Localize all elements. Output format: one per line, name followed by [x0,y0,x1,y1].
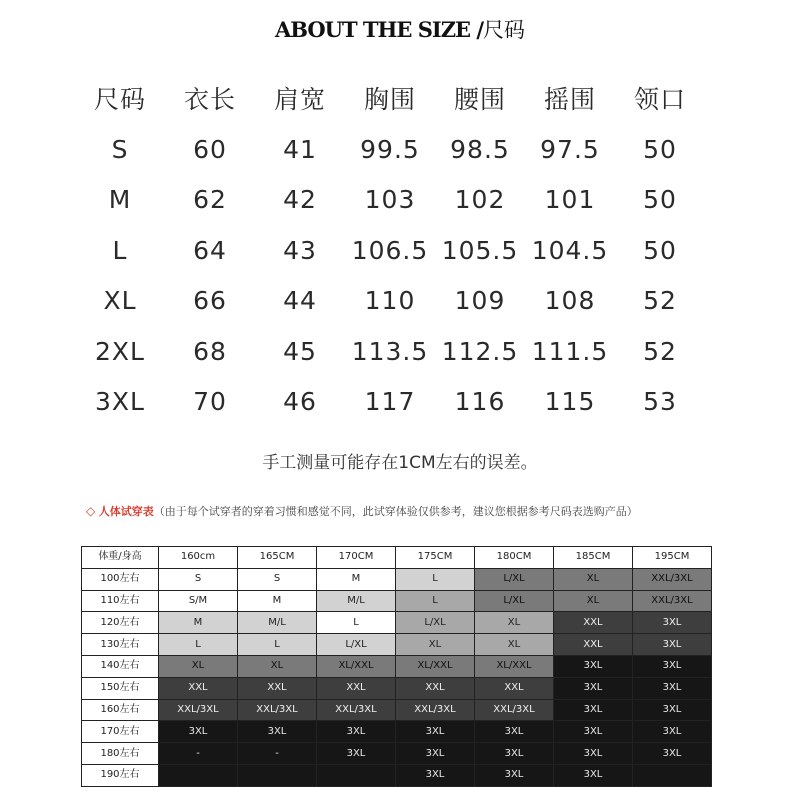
collar-cell: 53 [643,387,677,417]
shoulder-cell: 43 [283,235,317,265]
header-size: 尺码 [93,85,146,114]
fitting-cell: XXL [396,677,475,699]
table-row [75,377,705,428]
table-row [75,124,705,175]
fitting-cell: L/XL [317,634,396,656]
length-cell: 66 [193,286,227,316]
weight-label: 130左右 [82,634,159,656]
fitting-cell: S/M [159,590,238,612]
fitting-cell: XXL [554,634,633,656]
title-en: ABOUT THE SIZE [274,17,471,42]
fitting-table [81,546,712,787]
header-collar: 领口 [633,85,686,114]
fitting-cell: 3XL [554,743,633,765]
fitting-cell: XXL [238,677,317,699]
fitting-cell: 3XL [633,743,712,765]
table-row [75,276,705,327]
fitting-cell: XL [238,655,317,677]
length-cell: 68 [193,336,227,366]
fitting-header-row [82,547,712,569]
fitting-cell: 3XL [396,721,475,743]
fitting-row [82,634,712,656]
header-shoulder: 肩宽 [273,85,326,114]
table-row [75,326,705,377]
waist-cell: 112.5 [441,336,519,366]
height-header: 160cm [159,547,238,569]
fitting-cell: 3XL [317,743,396,765]
fitting-cell: XL [554,568,633,590]
fitting-cell [317,764,396,786]
fitting-cell: S [238,568,317,590]
fitting-cell: XXL/3XL [159,699,238,721]
fitting-cell: L [238,634,317,656]
size-cell: XL [103,286,137,316]
fitting-cell: XL/XXL [475,655,554,677]
fitting-row [82,699,712,721]
weight-label: 100左右 [82,568,159,590]
trial-description: （由于每个试穿者的穿着习惯和感觉不同，此试穿体验仅供参考，建议您根据参考尺码表选购产品） [153,505,638,518]
weight-label: 170左右 [82,721,159,743]
chest-cell: 117 [364,387,416,417]
fitting-cell: XXL/3XL [317,699,396,721]
height-header: 175CM [396,547,475,569]
fitting-cell: XL [554,590,633,612]
fitting-cell: 3XL [554,721,633,743]
length-cell: 70 [193,387,227,417]
waist-cell: 98.5 [450,134,510,164]
fitting-cell: M [238,590,317,612]
title-cn: 尺码 [483,18,526,42]
fitting-row [82,655,712,677]
fitting-cell [238,764,317,786]
collar-cell: 52 [643,286,677,316]
fitting-cell: L [396,568,475,590]
header-hem: 摇围 [543,85,596,114]
table-row [75,225,705,276]
size-cell: L [112,235,128,265]
fitting-cell: XL [475,634,554,656]
size-table [75,72,705,427]
fitting-row [82,721,712,743]
fitting-cell: XXL [317,677,396,699]
fitting-cell: XXL/3XL [396,699,475,721]
fitting-cell: 3XL [554,764,633,786]
fitting-cell: L/XL [475,590,554,612]
hem-cell: 108 [544,286,596,316]
fitting-cell: L [159,634,238,656]
collar-cell: 50 [643,185,677,215]
trial-title: 人体试穿表 [98,505,154,518]
fitting-cell: M [317,568,396,590]
fitting-row [82,743,712,765]
size-cell: M [108,185,132,215]
size-cell: 2XL [95,336,145,366]
waist-cell: 105.5 [441,235,519,265]
fitting-cell: L [396,590,475,612]
fitting-cell: 3XL [238,721,317,743]
fitting-cell: 3XL [633,699,712,721]
corner-cell: 体重/身高 [82,547,159,569]
height-header: 180CM [475,547,554,569]
fitting-cell: XXL [554,612,633,634]
fitting-cell: - [159,743,238,765]
fitting-cell: 3XL [633,612,712,634]
length-cell: 62 [193,185,227,215]
shoulder-cell: 42 [283,185,317,215]
fitting-cell: S [159,568,238,590]
hem-cell: 111.5 [531,336,609,366]
title-separator: / [476,17,484,42]
fitting-cell: L [317,612,396,634]
chest-cell: 99.5 [360,134,420,164]
fitting-cell: 3XL [475,743,554,765]
shoulder-cell: 46 [283,387,317,417]
height-header: 195CM [633,547,712,569]
fitting-cell: 3XL [475,721,554,743]
weight-label: 110左右 [82,590,159,612]
fitting-row [82,677,712,699]
fitting-cell: XXL/3XL [238,699,317,721]
weight-label: 120左右 [82,612,159,634]
fitting-cell: 3XL [317,721,396,743]
header-length: 衣长 [183,85,236,114]
waist-cell: 109 [454,286,506,316]
fitting-cell: M [159,612,238,634]
fitting-cell: XL/XXL [317,655,396,677]
weight-label: 190左右 [82,764,159,786]
fitting-cell: XL [475,612,554,634]
chest-cell: 113.5 [351,336,429,366]
fitting-cell: L/XL [396,612,475,634]
length-cell: 64 [193,235,227,265]
weight-label: 160左右 [82,699,159,721]
fitting-cell: 3XL [159,721,238,743]
fitting-cell: 3XL [554,677,633,699]
fitting-cell: 3XL [633,634,712,656]
diamond-icon: ◇ [86,504,96,518]
waist-cell: 102 [454,185,506,215]
size-cell: S [111,134,129,164]
fitting-cell: XXL [159,677,238,699]
fitting-cell: 3XL [633,655,712,677]
fitting-cell [159,764,238,786]
fitting-row [82,590,712,612]
fitting-cell: M/L [238,612,317,634]
page-title [0,14,800,44]
trial-header [86,503,638,519]
fitting-cell: XXL/3XL [633,590,712,612]
fitting-cell: 3XL [396,764,475,786]
fitting-cell: XL/XXL [396,655,475,677]
collar-cell: 52 [643,336,677,366]
waist-cell: 116 [454,387,506,417]
fitting-cell: XL [159,655,238,677]
shoulder-cell: 41 [283,134,317,164]
measurement-note: 手工测量可能存在1CM左右的误差。 [262,453,538,473]
fitting-cell: 3XL [554,699,633,721]
height-header: 185CM [554,547,633,569]
fitting-cell: 3XL [396,743,475,765]
hem-cell: 104.5 [531,235,609,265]
chest-cell: 106.5 [351,235,429,265]
fitting-cell: XL [396,634,475,656]
fitting-row [82,764,712,786]
weight-label: 140左右 [82,655,159,677]
collar-cell: 50 [643,134,677,164]
size-table-header-row [75,72,705,124]
hem-cell: 97.5 [540,134,600,164]
fitting-row [82,568,712,590]
fitting-cell: XXL [475,677,554,699]
collar-cell: 50 [643,235,677,265]
fitting-cell: XXL/3XL [475,699,554,721]
size-cell: 3XL [95,387,145,417]
fitting-row [82,612,712,634]
height-header: 170CM [317,547,396,569]
fitting-cell: 3XL [633,677,712,699]
table-row [75,175,705,226]
length-cell: 60 [193,134,227,164]
weight-label: 150左右 [82,677,159,699]
shoulder-cell: 44 [283,286,317,316]
hem-cell: 101 [544,185,596,215]
weight-label: 180左右 [82,743,159,765]
fitting-cell: M/L [317,590,396,612]
header-chest: 胸围 [363,85,416,114]
hem-cell: 115 [544,387,596,417]
chest-cell: 110 [364,286,416,316]
fitting-cell: 3XL [554,655,633,677]
fitting-cell: XXL/3XL [633,568,712,590]
height-header: 165CM [238,547,317,569]
fitting-cell: L/XL [475,568,554,590]
fitting-cell [633,764,712,786]
fitting-cell: 3XL [475,764,554,786]
header-waist: 腰围 [453,85,506,114]
chest-cell: 103 [364,185,416,215]
fitting-cell: - [238,743,317,765]
shoulder-cell: 45 [283,336,317,366]
fitting-cell: 3XL [633,721,712,743]
